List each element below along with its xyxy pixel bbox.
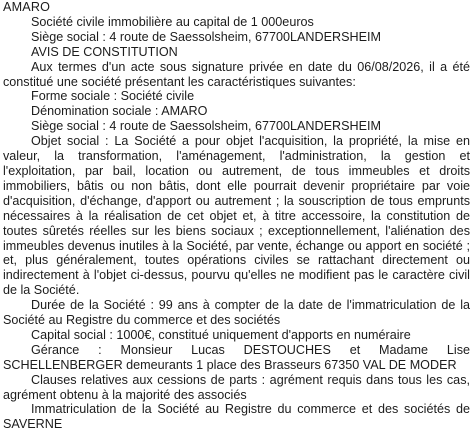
legal-form: Forme sociale : Société civile xyxy=(31,89,195,104)
company-name: AMARO xyxy=(3,0,51,14)
head-office: Siège social : 4 route de Saessolsheim, 67700LANDERSHEIM xyxy=(31,29,382,44)
notice-title: AVIS DE CONSTITUTION xyxy=(31,44,178,59)
duration-paragraph: Durée de la Société : 99 ans à compter de la date de l'immatriculation de la Société au Registre du commerce et des sociétés xyxy=(3,298,470,328)
registered-office: Siège social : 4 route de Saessolsheim, 67700LANDERSHEIM xyxy=(31,119,382,134)
registration-paragraph: Immatriculation de la Société au Registre du commerce et des sociétés de SAVERNE xyxy=(3,402,470,432)
purpose-paragraph: Objet social : La Société a pour objet l'acquisition, la propriété, la mise en valeur, la transformation, l'aménagement, l'administration, la gestion et l'exploitation, par bail, location ou autrement, de tous immeubles et droits immobiliers, bâtis ou non bâtis, dont elle pourrait devenir propriétaire par voie d'acquisition, d'échange, d'apport ou autrement ; la souscription de tous emprunts nécessaires à la réalisation de cet objet et, à titre accessoire, la constitution de toutes sûretés réelles sur les biens sociaux ; exceptionnellement, l'aliénation des immeubles devenus inutiles à la Société, par vente, échange ou apport en société ; et, plus généralement, toutes opérations civiles se rattachant directement ou indirectement à l'objet ci-dessus, pourvu qu'elles ne modifient pas le caractère civil de la Société. xyxy=(3,134,470,298)
denomination: Dénomination sociale : AMARO xyxy=(31,104,208,119)
share-transfer-paragraph: Clauses relatives aux cessions de parts : agrément requis dans tous les cas, agrément obtenu à la majorité des associés xyxy=(3,372,470,402)
management-paragraph: Gérance : Monsieur Lucas DESTOUCHES et Madame Lise SCHELLENBERGER demeurants 1 place des Brasseurs 67350 VAL DE MODER xyxy=(3,342,470,372)
capital-paragraph: Capital social : 1000€, constitué uniquement d'apports en numéraire xyxy=(31,327,411,342)
legal-notice xyxy=(3,0,470,432)
company-type-capital: Société civile immobilière au capital de 1 000euros xyxy=(31,14,314,29)
intro-paragraph: Aux termes d'un acte sous signature privée en date du 06/08/2026, il a été constitué une société présentant les caractéristiques suivantes: xyxy=(3,59,470,89)
